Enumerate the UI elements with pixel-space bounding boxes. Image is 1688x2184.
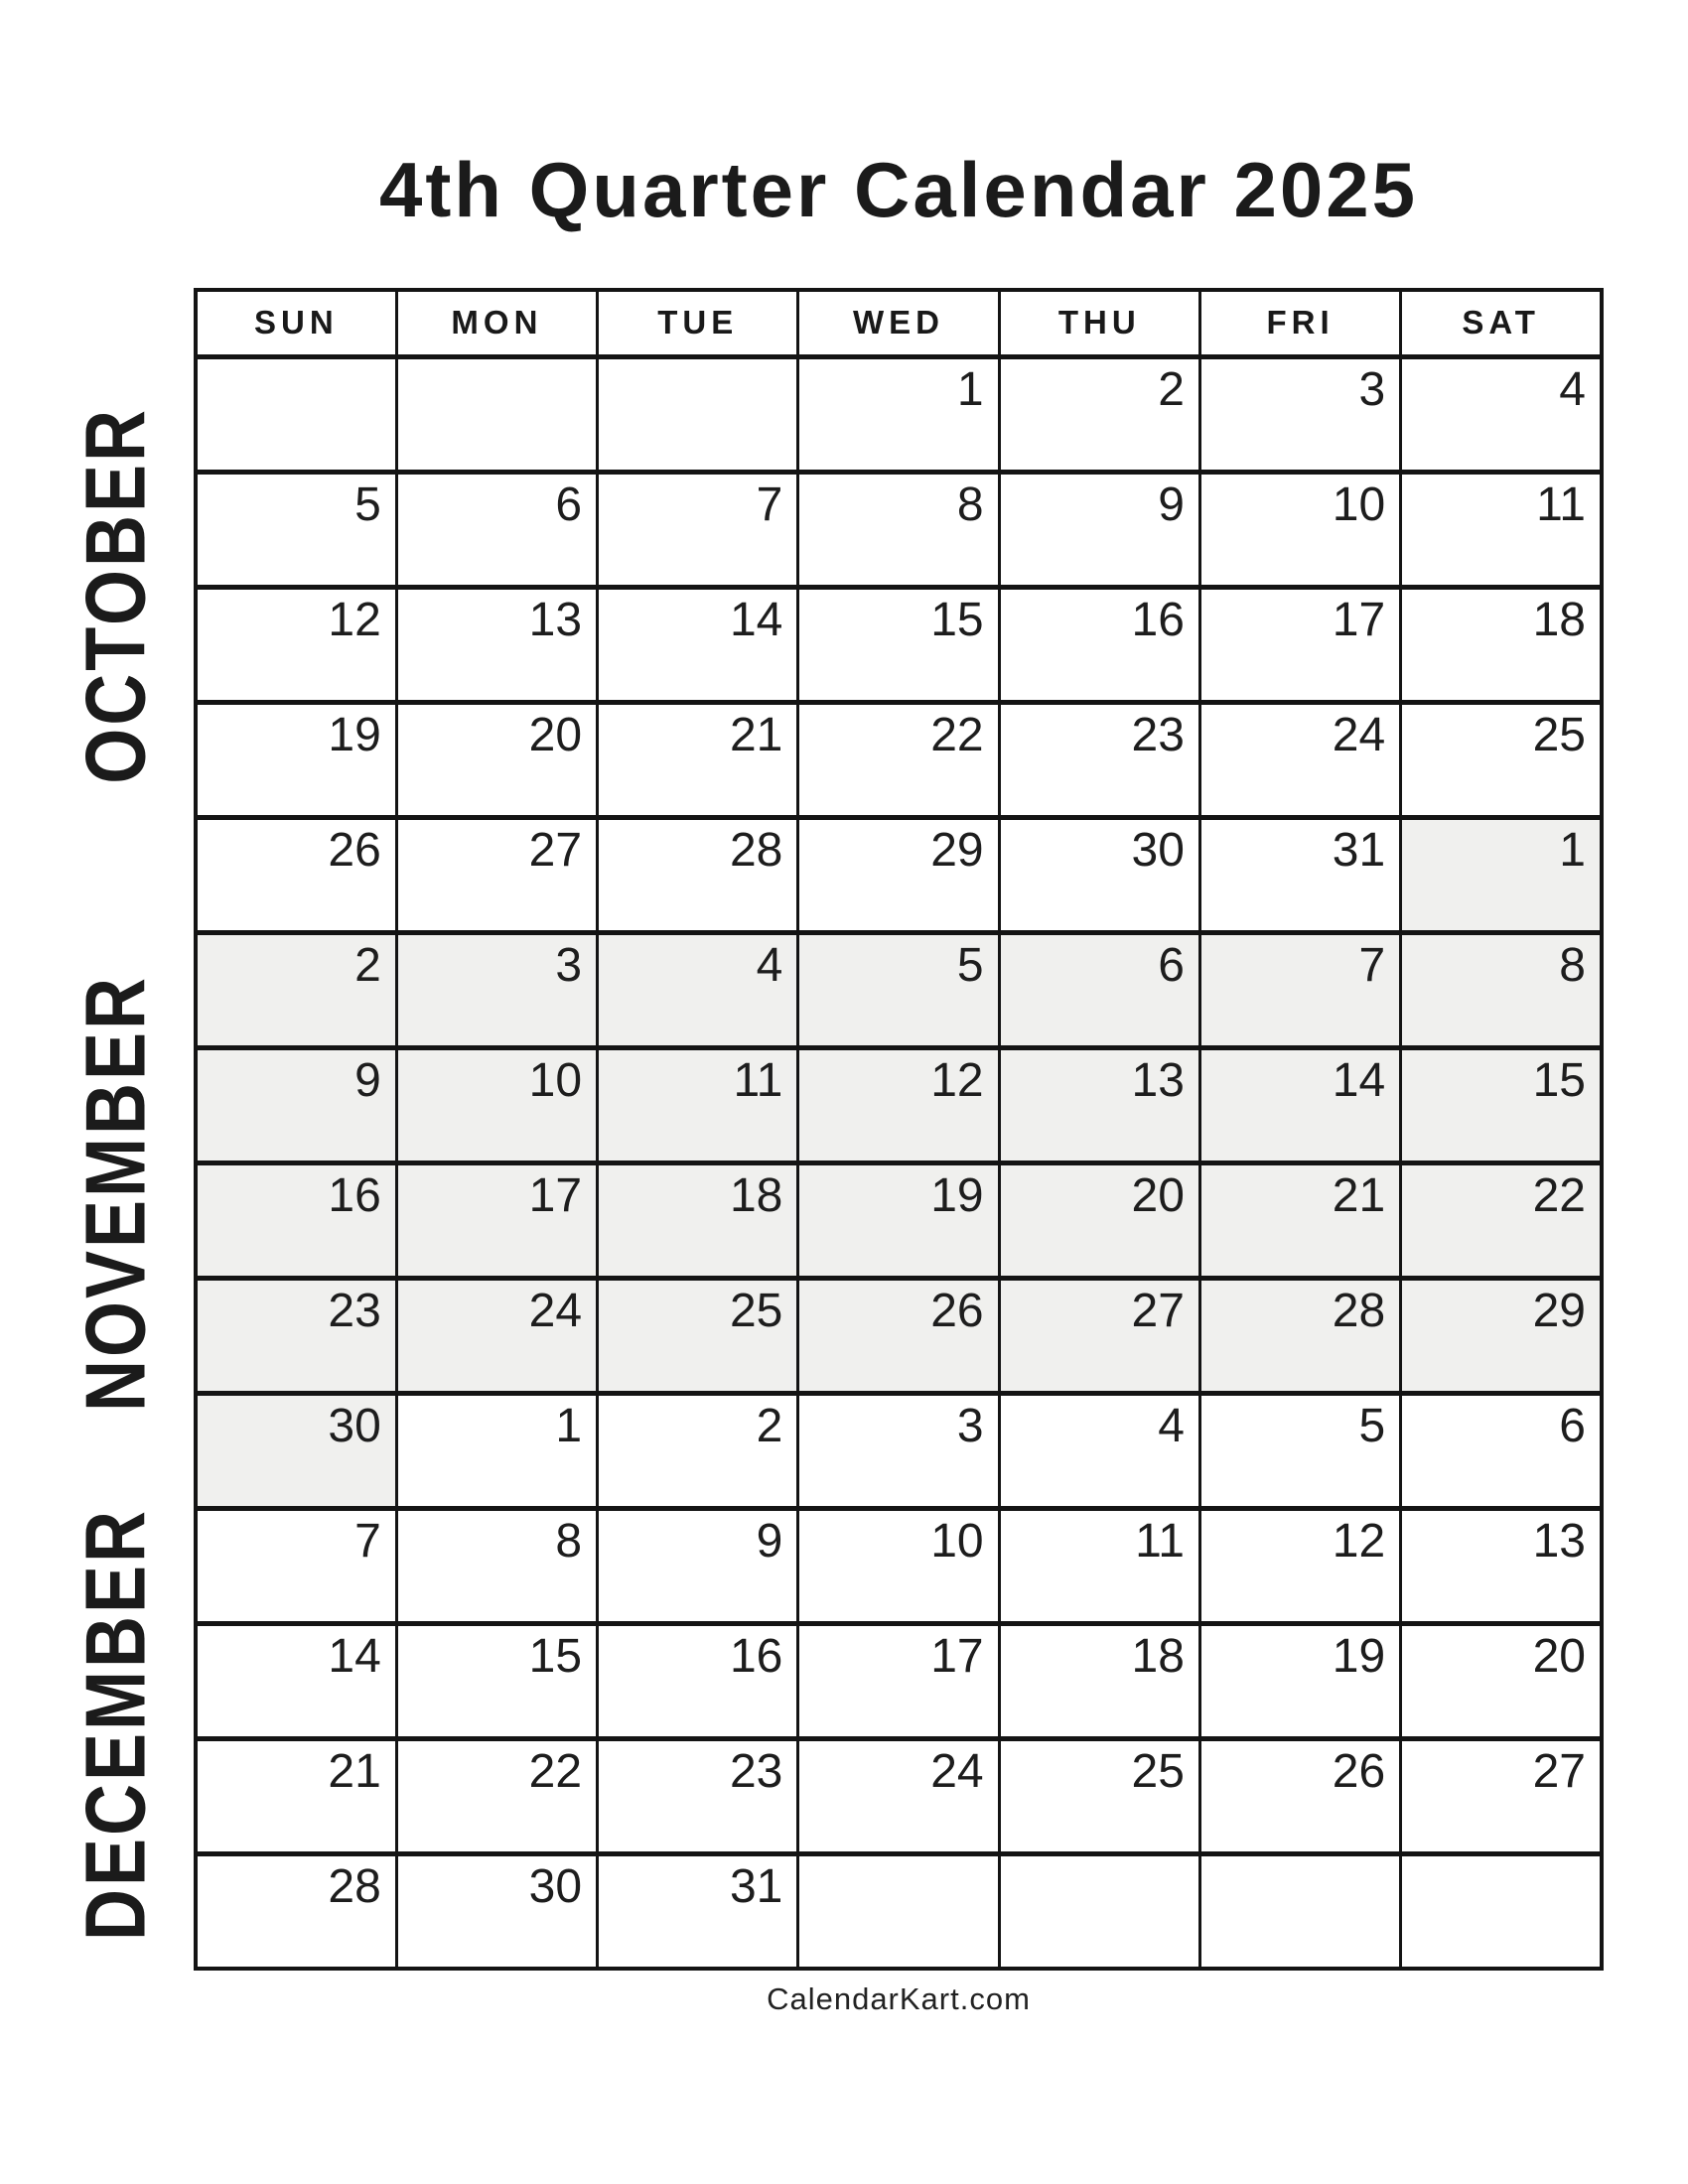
weekday-header-row — [196, 290, 1602, 356]
day-cell: 12 — [798, 1047, 999, 1162]
day-cell: 28 — [598, 817, 798, 932]
day-cell: 17 — [1199, 587, 1400, 702]
month-label-november — [42, 928, 191, 1459]
day-cell: 3 — [798, 1393, 999, 1508]
day-cell: 4 — [1401, 356, 1602, 472]
day-header-sat: SAT — [1401, 290, 1602, 356]
week-row-12 — [196, 1623, 1602, 1738]
week-row-7 — [196, 1047, 1602, 1162]
day-cell: 22 — [396, 1738, 597, 1853]
day-cell: 27 — [396, 817, 597, 932]
quarter-calendar-table — [194, 288, 1604, 1971]
day-cell: 9 — [598, 1508, 798, 1623]
day-cell: 26 — [196, 817, 396, 932]
day-cell: 2 — [999, 356, 1199, 472]
day-cell: 9 — [196, 1047, 396, 1162]
month-label-november-text: NOVEMBER — [69, 975, 164, 1413]
day-cell: 18 — [598, 1162, 798, 1278]
day-cell: 4 — [999, 1393, 1199, 1508]
day-cell — [999, 1853, 1199, 1969]
day-cell: 31 — [1199, 817, 1400, 932]
day-cell: 10 — [798, 1508, 999, 1623]
day-cell: 5 — [798, 932, 999, 1047]
day-cell: 19 — [196, 702, 396, 817]
week-row-5 — [196, 817, 1602, 932]
week-row-4 — [196, 702, 1602, 817]
day-cell: 20 — [396, 702, 597, 817]
week-row-8 — [196, 1162, 1602, 1278]
day-cell: 27 — [999, 1278, 1199, 1393]
day-cell: 13 — [1401, 1508, 1602, 1623]
week-row-9 — [196, 1278, 1602, 1393]
week-row-6 — [196, 932, 1602, 1047]
week-row-2 — [196, 472, 1602, 587]
day-cell: 30 — [196, 1393, 396, 1508]
day-cell: 10 — [396, 1047, 597, 1162]
day-cell: 21 — [1199, 1162, 1400, 1278]
day-cell: 30 — [396, 1853, 597, 1969]
day-cell: 14 — [598, 587, 798, 702]
month-label-december — [42, 1484, 191, 1966]
week-row-10 — [196, 1393, 1602, 1508]
day-cell — [396, 356, 597, 472]
day-header-tue: TUE — [598, 290, 798, 356]
day-cell: 11 — [999, 1508, 1199, 1623]
weekday-header — [196, 290, 1602, 356]
day-cell: 21 — [196, 1738, 396, 1853]
day-cell: 9 — [999, 472, 1199, 587]
day-header-sun: SUN — [196, 290, 396, 356]
month-label-october-text: OCTOBER — [69, 407, 164, 784]
day-cell: 15 — [798, 587, 999, 702]
day-cell: 1 — [1401, 817, 1602, 932]
week-row-14 — [196, 1853, 1602, 1969]
day-cell: 30 — [999, 817, 1199, 932]
day-header-fri: FRI — [1199, 290, 1400, 356]
week-row-1 — [196, 356, 1602, 472]
month-label-october — [42, 377, 191, 814]
day-cell: 25 — [999, 1738, 1199, 1853]
day-cell: 1 — [396, 1393, 597, 1508]
day-cell: 24 — [396, 1278, 597, 1393]
day-cell: 22 — [1401, 1162, 1602, 1278]
month-label-december-text: DECEMBER — [69, 1508, 164, 1942]
day-cell: 2 — [598, 1393, 798, 1508]
day-header-wed: WED — [798, 290, 999, 356]
day-cell: 12 — [1199, 1508, 1400, 1623]
day-cell: 11 — [1401, 472, 1602, 587]
day-cell: 28 — [1199, 1278, 1400, 1393]
day-cell: 10 — [1199, 472, 1400, 587]
day-cell: 12 — [196, 587, 396, 702]
day-cell: 13 — [999, 1047, 1199, 1162]
day-cell: 15 — [1401, 1047, 1602, 1162]
day-cell: 20 — [999, 1162, 1199, 1278]
day-cell: 23 — [196, 1278, 396, 1393]
day-cell: 22 — [798, 702, 999, 817]
day-cell: 17 — [396, 1162, 597, 1278]
page-title: 4th Quarter Calendar 2025 — [378, 146, 1419, 233]
footer-site-name: CalendarKart.com — [767, 1981, 1031, 2016]
day-cell: 26 — [798, 1278, 999, 1393]
day-cell: 24 — [798, 1738, 999, 1853]
day-cell: 16 — [999, 587, 1199, 702]
day-cell: 4 — [598, 932, 798, 1047]
day-cell: 29 — [798, 817, 999, 932]
day-header-thu: THU — [999, 290, 1199, 356]
day-header-mon: MON — [396, 290, 597, 356]
day-cell — [798, 1853, 999, 1969]
day-cell: 21 — [598, 702, 798, 817]
day-cell: 17 — [798, 1623, 999, 1738]
day-cell: 5 — [196, 472, 396, 587]
day-cell: 3 — [396, 932, 597, 1047]
day-cell: 24 — [1199, 702, 1400, 817]
day-cell: 25 — [598, 1278, 798, 1393]
day-cell: 23 — [598, 1738, 798, 1853]
day-cell: 16 — [598, 1623, 798, 1738]
day-cell: 8 — [798, 472, 999, 587]
day-cell: 5 — [1199, 1393, 1400, 1508]
day-cell: 7 — [196, 1508, 396, 1623]
day-cell: 18 — [999, 1623, 1199, 1738]
day-cell: 19 — [1199, 1623, 1400, 1738]
day-cell: 26 — [1199, 1738, 1400, 1853]
day-cell: 31 — [598, 1853, 798, 1969]
day-cell: 23 — [999, 702, 1199, 817]
day-cell: 1 — [798, 356, 999, 472]
calendar-body — [196, 356, 1602, 1969]
day-cell: 2 — [196, 932, 396, 1047]
day-cell: 14 — [196, 1623, 396, 1738]
day-cell: 8 — [396, 1508, 597, 1623]
day-cell: 8 — [1401, 932, 1602, 1047]
week-row-11 — [196, 1508, 1602, 1623]
day-cell — [598, 356, 798, 472]
day-cell: 11 — [598, 1047, 798, 1162]
day-cell: 16 — [196, 1162, 396, 1278]
day-cell: 3 — [1199, 356, 1400, 472]
day-cell: 6 — [1401, 1393, 1602, 1508]
day-cell: 27 — [1401, 1738, 1602, 1853]
week-row-13 — [196, 1738, 1602, 1853]
day-cell: 20 — [1401, 1623, 1602, 1738]
day-cell: 14 — [1199, 1047, 1400, 1162]
day-cell: 18 — [1401, 587, 1602, 702]
day-cell: 25 — [1401, 702, 1602, 817]
day-cell: 7 — [598, 472, 798, 587]
day-cell: 28 — [196, 1853, 396, 1969]
week-row-3 — [196, 587, 1602, 702]
day-cell: 7 — [1199, 932, 1400, 1047]
day-cell: 6 — [396, 472, 597, 587]
day-cell — [1199, 1853, 1400, 1969]
day-cell: 15 — [396, 1623, 597, 1738]
day-cell: 6 — [999, 932, 1199, 1047]
day-cell: 29 — [1401, 1278, 1602, 1393]
day-cell: 13 — [396, 587, 597, 702]
day-cell — [1401, 1853, 1602, 1969]
day-cell — [196, 356, 396, 472]
day-cell: 19 — [798, 1162, 999, 1278]
